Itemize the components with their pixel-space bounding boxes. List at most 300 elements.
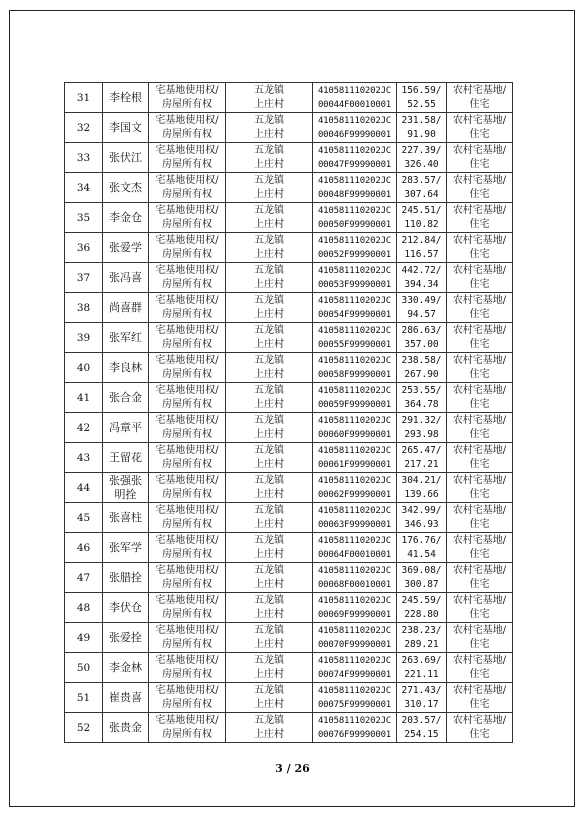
unit-code-line: 410581110202JC [317, 115, 392, 126]
location-cell [226, 203, 313, 233]
land-use-line: 农村宅基地/ [452, 354, 507, 366]
unit-code-cell [313, 683, 397, 713]
page-number: 3 / 26 [275, 762, 310, 775]
unit-code-line: 410581110202JC [317, 355, 392, 366]
right-type-line: 宅基地使用权/ [155, 234, 219, 246]
unit-code-line: 410581110202JC [317, 175, 392, 186]
owner-name-cell [103, 713, 149, 743]
owner-name: 张喜柱 [109, 510, 142, 524]
unit-code-cell [313, 383, 397, 413]
right-type-line: 房屋所有权 [162, 248, 212, 260]
land-use-line: 农村宅基地/ [452, 84, 507, 96]
land-use-cell [447, 683, 513, 713]
unit-code-line: 00070F99990001 [317, 639, 392, 650]
area-value-line: 245.51/ [401, 204, 442, 216]
location-line: 五龙镇 [254, 474, 284, 486]
right-type-line: 房屋所有权 [162, 518, 212, 530]
row-number-cell: 48 [65, 593, 103, 623]
area-value-cell [397, 683, 447, 713]
area-value-cell [397, 653, 447, 683]
location-line: 上庄村 [254, 308, 284, 320]
location-cell [226, 473, 313, 503]
unit-code-line: 410581110202JC [317, 535, 392, 546]
land-use-cell [447, 83, 513, 113]
area-value-line: 238.23/ [401, 624, 442, 636]
table-row [65, 473, 513, 503]
unit-code-cell [313, 623, 397, 653]
location-line: 五龙镇 [254, 414, 284, 426]
location-line: 五龙镇 [254, 294, 284, 306]
land-use-line: 住宅 [469, 308, 490, 320]
land-use-cell [447, 173, 513, 203]
location-line: 上庄村 [254, 128, 284, 140]
owner-name-cell [103, 203, 149, 233]
row-number-cell: 50 [65, 653, 103, 683]
right-type-line: 宅基地使用权/ [155, 384, 219, 396]
area-value-line: 330.49/ [401, 294, 442, 306]
unit-code-line: 00050F99990001 [317, 219, 392, 230]
table-row [65, 263, 513, 293]
location-line: 五龙镇 [254, 324, 284, 336]
right-type-line: 宅基地使用权/ [155, 84, 219, 96]
owner-name: 张军学 [109, 540, 142, 554]
unit-code-line: 410581110202JC [317, 265, 392, 276]
right-type-cell [149, 473, 226, 503]
right-type-cell [149, 413, 226, 443]
right-type-line: 房屋所有权 [162, 218, 212, 230]
land-use-cell [447, 293, 513, 323]
land-use-line: 农村宅基地/ [452, 504, 507, 516]
location-cell [226, 683, 313, 713]
row-number-cell: 32 [65, 113, 103, 143]
unit-code-line: 00063F99990001 [317, 519, 392, 530]
area-value-line: 94.57 [407, 308, 436, 320]
unit-code-line: 00044F00010001 [317, 99, 392, 110]
table-row [65, 203, 513, 233]
owner-name-cell [103, 503, 149, 533]
location-line: 上庄村 [254, 698, 284, 710]
land-use-line: 住宅 [469, 548, 490, 560]
area-value-line: 346.93 [404, 518, 439, 530]
location-cell [226, 233, 313, 263]
land-use-line: 住宅 [469, 368, 490, 380]
right-type-line: 宅基地使用权/ [155, 504, 219, 516]
owner-name: 崔贵喜 [109, 690, 142, 704]
table-row [65, 713, 513, 743]
table-row [65, 533, 513, 563]
row-number-cell: 44 [65, 473, 103, 503]
right-type-cell [149, 653, 226, 683]
right-type-line: 房屋所有权 [162, 668, 212, 680]
table-row [65, 443, 513, 473]
land-use-line: 住宅 [469, 578, 490, 590]
location-line: 五龙镇 [254, 174, 284, 186]
table-row [65, 353, 513, 383]
owner-name-cell [103, 263, 149, 293]
owner-name: 张腊拴 [109, 570, 142, 584]
unit-code-cell [313, 323, 397, 353]
area-value-line: 357.00 [404, 338, 439, 350]
land-use-line: 住宅 [469, 458, 490, 470]
owner-name-cell [103, 323, 149, 353]
owner-name: 李金仓 [109, 210, 142, 224]
land-use-cell [447, 353, 513, 383]
location-cell [226, 143, 313, 173]
right-type-cell [149, 353, 226, 383]
land-use-line: 住宅 [469, 218, 490, 230]
right-type-cell [149, 683, 226, 713]
right-type-cell [149, 173, 226, 203]
land-use-line: 住宅 [469, 188, 490, 200]
right-type-line: 宅基地使用权/ [155, 414, 219, 426]
land-use-line: 农村宅基地/ [452, 174, 507, 186]
land-use-cell [447, 653, 513, 683]
area-value-line: 254.15 [404, 728, 439, 740]
area-value-cell [397, 113, 447, 143]
area-value-line: 227.39/ [401, 144, 442, 156]
row-number-cell: 49 [65, 623, 103, 653]
unit-code-line: 00062F99990001 [317, 489, 392, 500]
location-line: 上庄村 [254, 488, 284, 500]
area-value-line: 156.59/ [401, 84, 442, 96]
location-cell [226, 593, 313, 623]
right-type-cell [149, 203, 226, 233]
land-use-line: 农村宅基地/ [452, 624, 507, 636]
area-value-line: 293.98 [404, 428, 439, 440]
owner-name: 张爱拴 [109, 630, 142, 644]
owner-name: 张合金 [109, 390, 142, 404]
area-value-line: 228.80 [404, 608, 439, 620]
location-cell [226, 383, 313, 413]
unit-code-line: 00054F99990001 [317, 309, 392, 320]
unit-code-cell [313, 593, 397, 623]
location-line: 上庄村 [254, 578, 284, 590]
unit-code-cell [313, 233, 397, 263]
unit-code-cell [313, 83, 397, 113]
right-type-line: 房屋所有权 [162, 548, 212, 560]
area-value-line: 283.57/ [401, 174, 442, 186]
right-type-cell [149, 383, 226, 413]
table-row [65, 563, 513, 593]
unit-code-cell [313, 473, 397, 503]
location-line: 上庄村 [254, 338, 284, 350]
area-value-line: 310.17 [404, 698, 439, 710]
right-type-cell [149, 323, 226, 353]
location-cell [226, 353, 313, 383]
land-use-cell [447, 143, 513, 173]
owner-name-cell [103, 293, 149, 323]
right-type-cell [149, 263, 226, 293]
row-number-cell: 45 [65, 503, 103, 533]
area-value-cell [397, 233, 447, 263]
area-value-line: 176.76/ [401, 534, 442, 546]
row-number-cell: 47 [65, 563, 103, 593]
land-use-line: 农村宅基地/ [452, 264, 507, 276]
land-use-line: 农村宅基地/ [452, 534, 507, 546]
area-value-line: 203.57/ [401, 714, 442, 726]
land-use-line: 住宅 [469, 158, 490, 170]
right-type-line: 宅基地使用权/ [155, 324, 219, 336]
area-value-line: 91.90 [407, 128, 436, 140]
owner-name: 王留花 [109, 450, 142, 464]
area-value-line: 52.55 [407, 98, 436, 110]
owner-name-cell [103, 173, 149, 203]
location-line: 五龙镇 [254, 354, 284, 366]
unit-code-cell [313, 353, 397, 383]
right-type-line: 房屋所有权 [162, 278, 212, 290]
location-line: 五龙镇 [254, 444, 284, 456]
location-line: 上庄村 [254, 158, 284, 170]
registry-table [64, 82, 513, 743]
land-use-cell [447, 203, 513, 233]
row-number-cell: 43 [65, 443, 103, 473]
right-type-cell [149, 713, 226, 743]
location-line: 五龙镇 [254, 594, 284, 606]
land-use-line: 农村宅基地/ [452, 474, 507, 486]
right-type-line: 房屋所有权 [162, 188, 212, 200]
area-value-line: 394.34 [404, 278, 439, 290]
location-line: 五龙镇 [254, 534, 284, 546]
location-line: 上庄村 [254, 548, 284, 560]
unit-code-line: 410581110202JC [317, 295, 392, 306]
row-number-cell: 41 [65, 383, 103, 413]
right-type-cell [149, 83, 226, 113]
unit-code-line: 00064F00010001 [317, 549, 392, 560]
right-type-cell [149, 623, 226, 653]
right-type-cell [149, 593, 226, 623]
land-use-cell [447, 113, 513, 143]
area-value-line: 265.47/ [401, 444, 442, 456]
owner-name: 张贵金 [109, 720, 142, 734]
unit-code-line: 00069F99990001 [317, 609, 392, 620]
owner-name-cell [103, 593, 149, 623]
land-use-line: 住宅 [469, 668, 490, 680]
area-value-line: 212.84/ [401, 234, 442, 246]
unit-code-line: 410581110202JC [317, 85, 392, 96]
row-number-cell: 46 [65, 533, 103, 563]
location-cell [226, 503, 313, 533]
unit-code-cell [313, 713, 397, 743]
owner-name: 张强张 明拴 [109, 473, 142, 501]
area-value-line: 300.87 [404, 578, 439, 590]
table-row [65, 383, 513, 413]
unit-code-line: 410581110202JC [317, 415, 392, 426]
unit-code-line: 00047F99990001 [317, 159, 392, 170]
right-type-line: 宅基地使用权/ [155, 144, 219, 156]
location-line: 上庄村 [254, 368, 284, 380]
location-cell [226, 83, 313, 113]
right-type-line: 宅基地使用权/ [155, 624, 219, 636]
area-value-line: 139.66 [404, 488, 439, 500]
right-type-cell [149, 293, 226, 323]
row-number-cell: 31 [65, 83, 103, 113]
table-row [65, 413, 513, 443]
unit-code-line: 410581110202JC [317, 685, 392, 696]
right-type-cell [149, 563, 226, 593]
area-value-line: 110.82 [404, 218, 439, 230]
area-value-line: 41.54 [407, 548, 436, 560]
location-cell [226, 323, 313, 353]
land-use-line: 住宅 [469, 428, 490, 440]
owner-name: 李栓根 [109, 90, 142, 104]
location-cell [226, 173, 313, 203]
land-use-line: 住宅 [469, 698, 490, 710]
row-number-cell: 39 [65, 323, 103, 353]
owner-name: 李国文 [109, 120, 142, 134]
area-value-line: 291.32/ [401, 414, 442, 426]
location-line: 上庄村 [254, 608, 284, 620]
land-use-line: 住宅 [469, 398, 490, 410]
owner-name: 张文杰 [109, 180, 142, 194]
location-cell [226, 563, 313, 593]
land-use-line: 住宅 [469, 518, 490, 530]
right-type-line: 宅基地使用权/ [155, 204, 219, 216]
land-use-line: 农村宅基地/ [452, 684, 507, 696]
right-type-line: 房屋所有权 [162, 308, 212, 320]
unit-code-cell [313, 263, 397, 293]
land-use-cell [447, 263, 513, 293]
land-use-line: 住宅 [469, 608, 490, 620]
right-type-line: 房屋所有权 [162, 428, 212, 440]
area-value-line: 267.90 [404, 368, 439, 380]
table-row [65, 293, 513, 323]
right-type-line: 房屋所有权 [162, 578, 212, 590]
location-line: 五龙镇 [254, 714, 284, 726]
unit-code-line: 00061F99990001 [317, 459, 392, 470]
area-value-line: 231.58/ [401, 114, 442, 126]
right-type-line: 宅基地使用权/ [155, 294, 219, 306]
area-value-line: 245.59/ [401, 594, 442, 606]
unit-code-line: 410581110202JC [317, 145, 392, 156]
location-line: 五龙镇 [254, 684, 284, 696]
owner-name-cell [103, 533, 149, 563]
land-use-line: 住宅 [469, 638, 490, 650]
land-use-cell [447, 413, 513, 443]
land-use-line: 农村宅基地/ [452, 114, 507, 126]
unit-code-line: 00059F99990001 [317, 399, 392, 410]
area-value-line: 307.64 [404, 188, 439, 200]
table-row [65, 503, 513, 533]
area-value-line: 238.58/ [401, 354, 442, 366]
right-type-line: 宅基地使用权/ [155, 444, 219, 456]
area-value-cell [397, 203, 447, 233]
unit-code-line: 410581110202JC [317, 565, 392, 576]
right-type-line: 房屋所有权 [162, 458, 212, 470]
unit-code-cell [313, 143, 397, 173]
right-type-line: 房屋所有权 [162, 638, 212, 650]
right-type-line: 宅基地使用权/ [155, 564, 219, 576]
row-number-cell: 40 [65, 353, 103, 383]
area-value-line: 304.21/ [401, 474, 442, 486]
owner-name: 张伏江 [109, 150, 142, 164]
unit-code-line: 00046F99990001 [317, 129, 392, 140]
unit-code-cell [313, 563, 397, 593]
table-row [65, 323, 513, 353]
unit-code-cell [313, 173, 397, 203]
unit-code-cell [313, 203, 397, 233]
right-type-line: 宅基地使用权/ [155, 114, 219, 126]
owner-name-cell [103, 113, 149, 143]
location-line: 五龙镇 [254, 504, 284, 516]
owner-name: 冯章平 [109, 420, 142, 434]
area-value-line: 326.40 [404, 158, 439, 170]
location-cell [226, 293, 313, 323]
right-type-line: 宅基地使用权/ [155, 174, 219, 186]
area-value-line: 364.78 [404, 398, 439, 410]
owner-name-cell [103, 143, 149, 173]
table-row [65, 623, 513, 653]
row-number-cell: 34 [65, 173, 103, 203]
owner-name: 李金林 [109, 660, 142, 674]
land-use-cell [447, 503, 513, 533]
area-value-cell [397, 293, 447, 323]
area-value-cell [397, 383, 447, 413]
area-value-cell [397, 473, 447, 503]
owner-name: 张冯喜 [109, 270, 142, 284]
area-value-line: 369.08/ [401, 564, 442, 576]
area-value-line: 253.55/ [401, 384, 442, 396]
unit-code-cell [313, 413, 397, 443]
area-value-cell [397, 263, 447, 293]
registry-table-body [65, 83, 513, 743]
location-line: 上庄村 [254, 458, 284, 470]
right-type-line: 房屋所有权 [162, 608, 212, 620]
right-type-line: 房屋所有权 [162, 368, 212, 380]
land-use-cell [447, 533, 513, 563]
land-use-line: 住宅 [469, 278, 490, 290]
land-use-line: 农村宅基地/ [452, 294, 507, 306]
land-use-cell [447, 713, 513, 743]
location-line: 五龙镇 [254, 264, 284, 276]
right-type-line: 宅基地使用权/ [155, 264, 219, 276]
right-type-cell [149, 533, 226, 563]
unit-code-line: 410581110202JC [317, 715, 392, 726]
location-cell [226, 653, 313, 683]
location-line: 上庄村 [254, 218, 284, 230]
right-type-cell [149, 143, 226, 173]
unit-code-cell [313, 113, 397, 143]
area-value-cell [397, 443, 447, 473]
area-value-cell [397, 503, 447, 533]
row-number-cell: 38 [65, 293, 103, 323]
right-type-cell [149, 443, 226, 473]
location-cell [226, 113, 313, 143]
right-type-line: 宅基地使用权/ [155, 534, 219, 546]
land-use-cell [447, 473, 513, 503]
area-value-line: 221.11 [404, 668, 439, 680]
area-value-line: 342.99/ [401, 504, 442, 516]
right-type-cell [149, 113, 226, 143]
location-line: 五龙镇 [254, 114, 284, 126]
table-row [65, 593, 513, 623]
area-value-cell [397, 413, 447, 443]
location-cell [226, 263, 313, 293]
unit-code-cell [313, 503, 397, 533]
location-cell [226, 713, 313, 743]
row-number-cell: 35 [65, 203, 103, 233]
location-line: 上庄村 [254, 428, 284, 440]
unit-code-line: 00053F99990001 [317, 279, 392, 290]
row-number-cell: 42 [65, 413, 103, 443]
land-use-line: 住宅 [469, 728, 490, 740]
owner-name: 张军红 [109, 330, 142, 344]
land-use-cell [447, 323, 513, 353]
right-type-cell [149, 233, 226, 263]
location-line: 上庄村 [254, 398, 284, 410]
land-use-cell [447, 443, 513, 473]
area-value-cell [397, 353, 447, 383]
unit-code-cell [313, 653, 397, 683]
